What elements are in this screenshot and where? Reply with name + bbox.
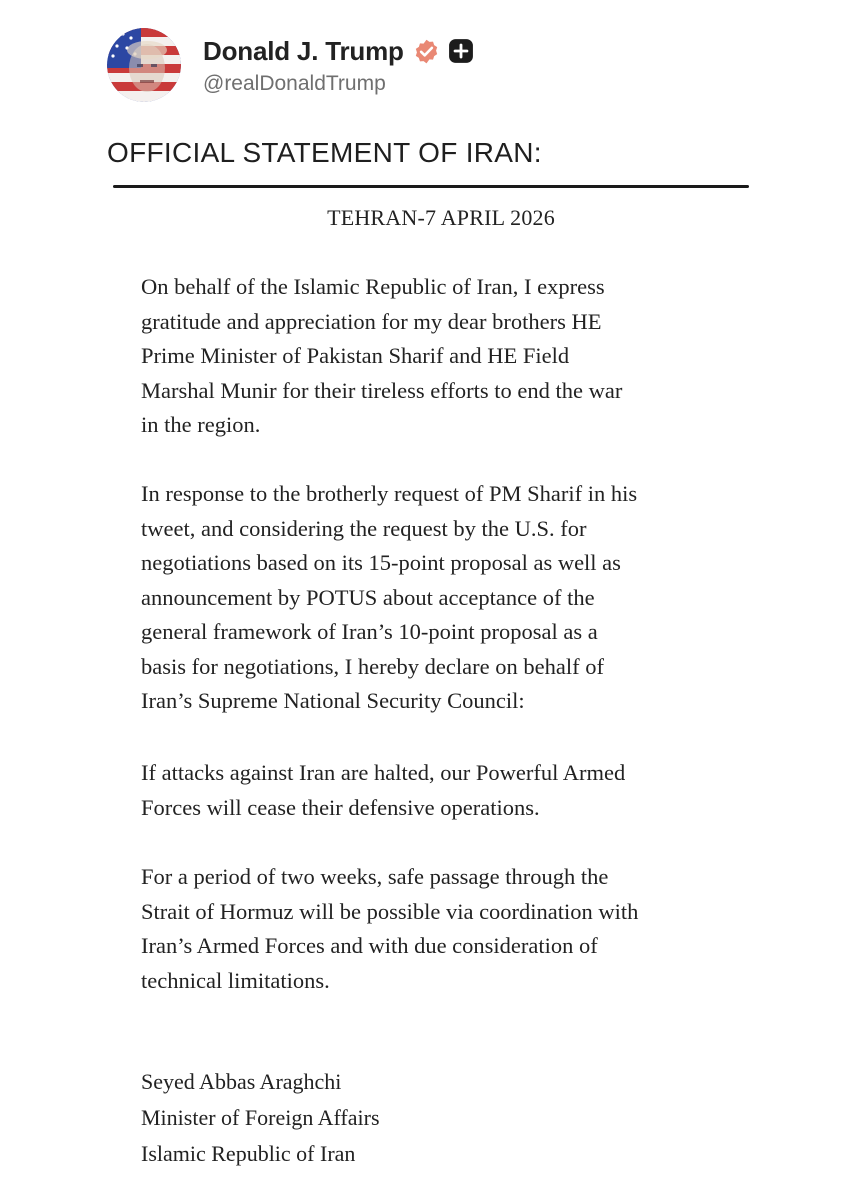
paragraph-hormuz (141, 860, 741, 998)
user-handle[interactable]: @realDonaldTrump (203, 72, 386, 95)
document-dateline: TEHRAN-7 APRIL 2026 (327, 205, 555, 230)
avatar[interactable] (107, 28, 181, 102)
paragraph-line: in the region. (141, 412, 261, 437)
paragraph-line: announcement by POTUS about acceptance of the (141, 584, 595, 610)
divider (113, 185, 749, 188)
paragraph-line: basis for negotiations, I hereby declare on behalf of (141, 653, 604, 679)
paragraph-line: tweet, and considering the request by the U.S. for (141, 515, 587, 541)
post-heading: OFFICIAL STATEMENT OF IRAN: (107, 137, 542, 168)
paragraph-declaration (141, 477, 741, 719)
signature-title: Minister of Foreign Affairs (141, 1105, 380, 1130)
signature-block (141, 1064, 741, 1172)
paragraph-ceasefire (141, 756, 741, 825)
post-header (107, 27, 474, 103)
signature-country: Islamic Republic of Iran (141, 1141, 356, 1166)
paragraph-line: Iran’s Armed Forces and with due consideration of (141, 933, 598, 958)
paragraph-line: In response to the brotherly request of PM Sharif in his (141, 481, 638, 506)
paragraph-gratitude (141, 270, 741, 443)
paragraph-line: Iran’s Supreme National Security Council: (141, 688, 525, 713)
paragraph-line: For a period of two weeks, safe passage through the (141, 864, 609, 889)
verified-badge-icon (413, 38, 440, 65)
display-name[interactable]: Donald J. Trump (203, 35, 404, 66)
signature-name: Seyed Abbas Araghchi (141, 1069, 342, 1094)
plus-icon[interactable] (448, 38, 474, 64)
name-row (203, 34, 474, 68)
paragraph-line: technical limitations. (141, 967, 330, 993)
paragraph-line: negotiations based on its 15-point proposal as well as (141, 550, 621, 575)
paragraph-line: Strait of Hormuz will be possible via coordination with (141, 898, 639, 924)
avatar-flag-portrait-icon (107, 28, 181, 102)
paragraph-line: If attacks against Iran are halted, our Powerful Armed (141, 760, 626, 785)
author-info (203, 34, 474, 96)
paragraph-line: general framework of Iran’s 10-point proposal as a (141, 619, 598, 644)
paragraph-line: Marshal Munir for their tireless efforts to end the war (141, 377, 623, 403)
paragraph-line: Prime Minister of Pakistan Sharif and HE Field (141, 343, 570, 368)
paragraph-line: Forces will cease their defensive operations. (141, 794, 540, 820)
paragraph-line: gratitude and appreciation for my dear brothers HE (141, 308, 602, 334)
paragraph-line: On behalf of the Islamic Republic of Iran, I express (141, 274, 605, 299)
